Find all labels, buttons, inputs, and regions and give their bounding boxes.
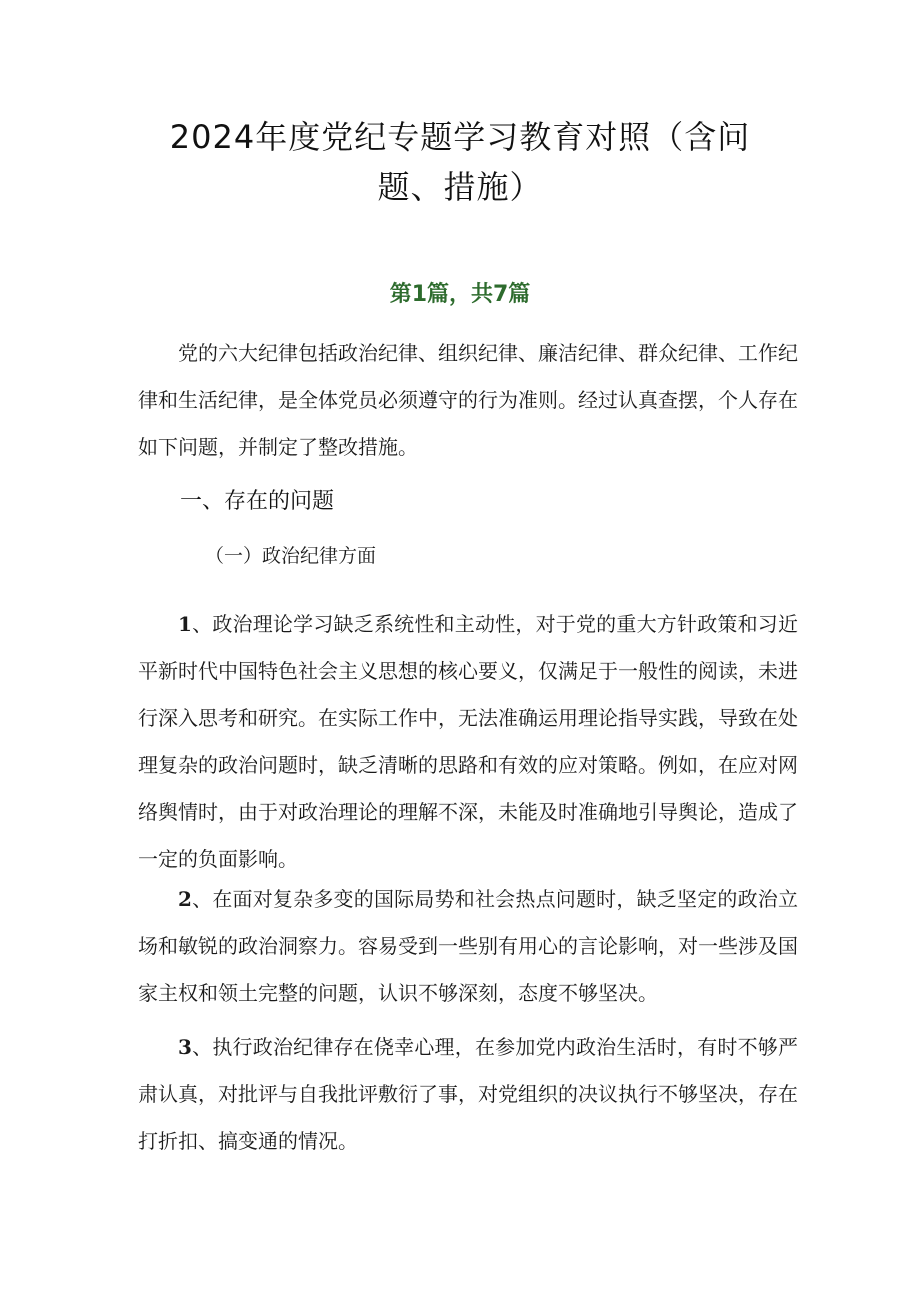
- problem-item-2: [138, 876, 798, 1017]
- item-text: 、执行政治纪律存在侥幸心理，在参加党内政治生活时，有时不够严肃认真，对批评与自我批评敷衍了事，对党组织的决议执行不够坚决，存在打折扣、搞变通的情况。: [138, 1035, 798, 1153]
- intro-paragraph: 党的六大纪律包括政治纪律、组织纪律、廉洁纪律、群众纪律、工作纪律和生活纪律，是全体党员必须遵守的行为准则。经过认真查摆，个人存在如下问题，并制定了整改措施。: [138, 341, 798, 459]
- section-heading: 一、存在的问题: [180, 489, 335, 514]
- problem-item-3: [138, 1024, 798, 1165]
- document-subtitle: 第1篇，共7篇: [389, 282, 531, 307]
- item-text: 、在面对复杂多变的国际局势和社会热点问题时，缺乏坚定的政治立场和敏锐的政治洞察力。容易受到一些别有用心的言论影响，对一些涉及国家主权和领土完整的问题，认识不够深刻，态度不够坚决。: [138, 887, 798, 1005]
- document-title: 2024年度党纪专题学习教育对照（含问题、措施）: [169, 118, 751, 206]
- subsection-heading: （一）政治纪律方面: [205, 545, 377, 567]
- item-text: 、政治理论学习缺乏系统性和主动性，对于党的重大方针政策和习近平新时代中国特色社会主义思想的核心要义，仅满足于一般性的阅读，未进行深入思考和研究。在实际工作中，无法准确运用理论指导实践，导致在处理复杂的政治问题时，缺乏清晰的思路和有效的应对策略。例如，在应对网络舆情时，由于对政治理论的理解不深，未能及时准确地引导舆论，造成了一定的负面影响。: [138, 612, 798, 871]
- item-number: 1: [178, 612, 192, 636]
- item-number: 2: [178, 887, 192, 911]
- problem-item-1: [138, 601, 798, 883]
- item-number: 3: [178, 1035, 192, 1059]
